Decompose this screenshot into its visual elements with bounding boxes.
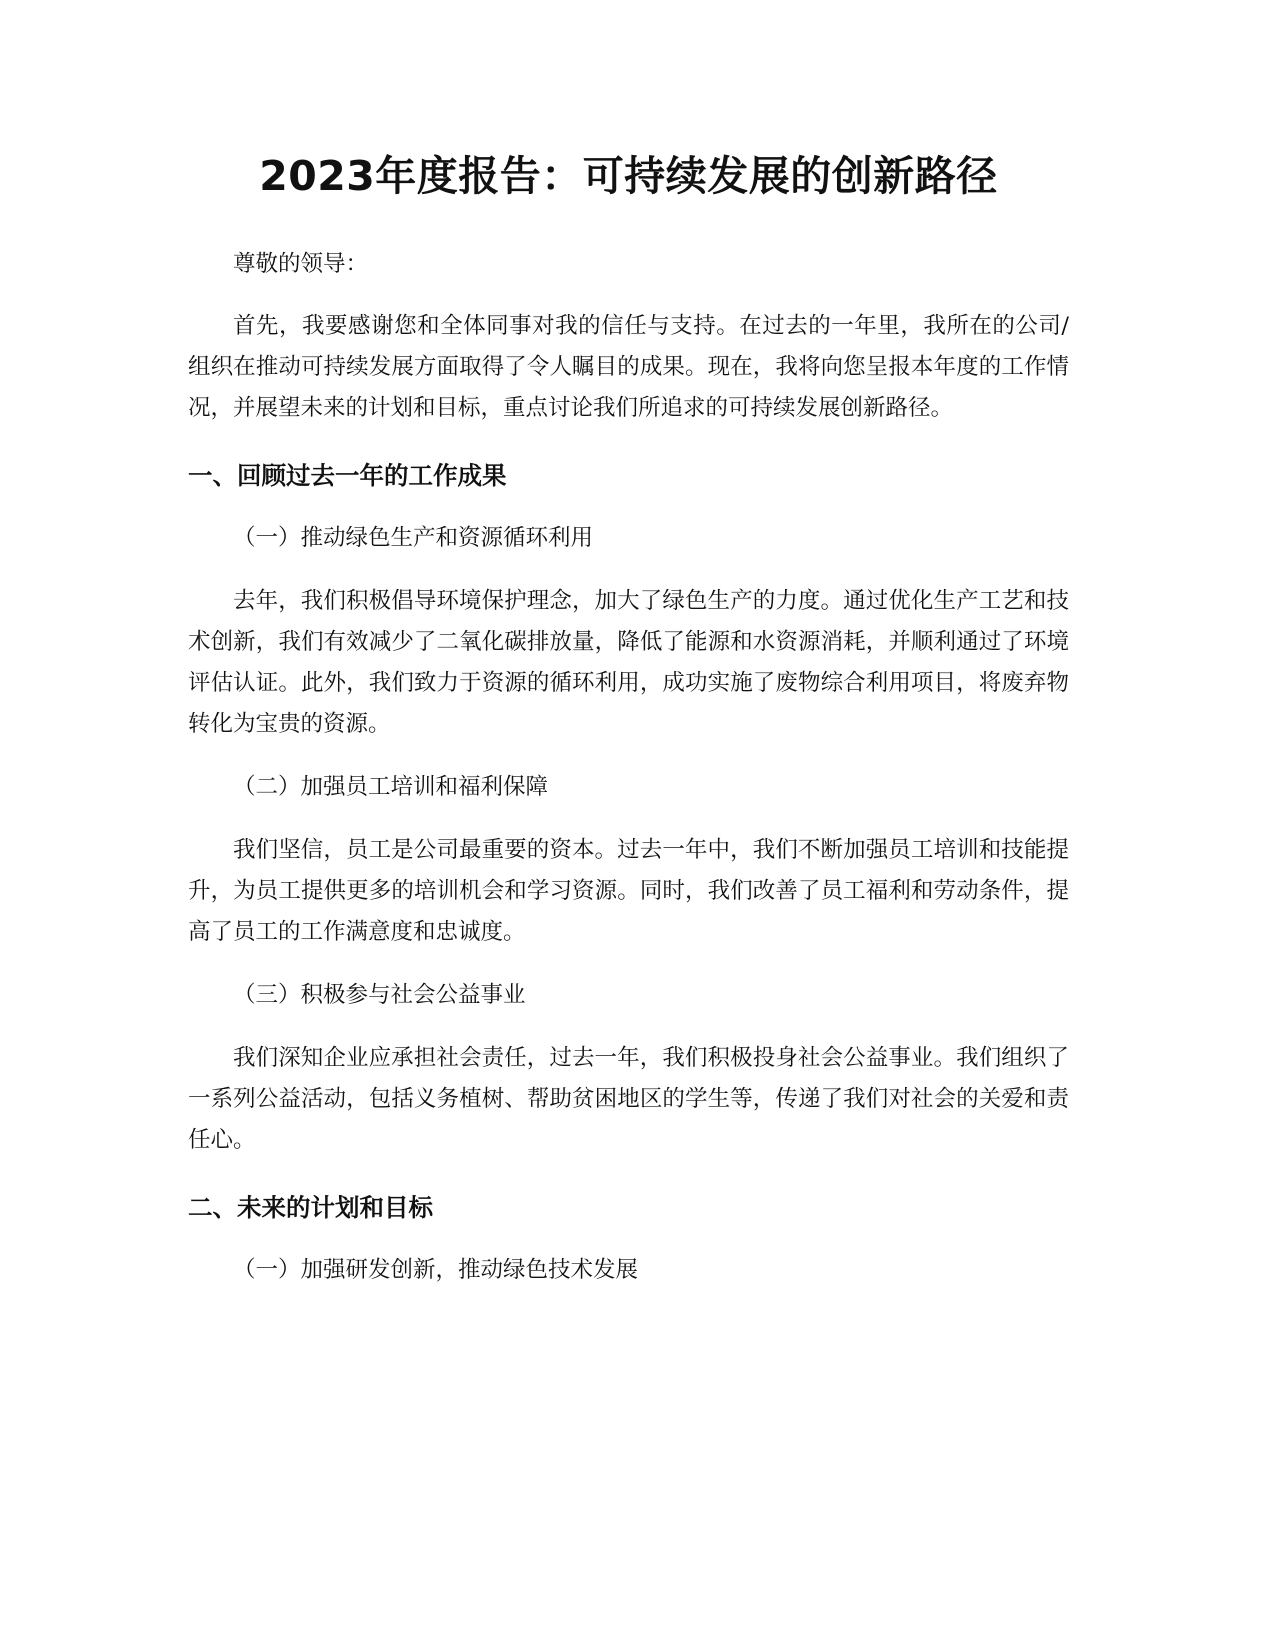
subsection-heading-green-production: （一）推动绿色生产和资源循环利用 (233, 525, 594, 551)
subsection-heading-rd-innovation: （一）加强研发创新，推动绿色技术发展 (233, 1257, 639, 1283)
subsection-heading-employee-training: （二）加强员工培训和福利保障 (233, 774, 549, 800)
document-title: 2023年度报告：可持续发展的创新路径 (259, 152, 998, 200)
paragraph-public-welfare: 我们深知企业应承担社会责任，过去一年，我们积极投身社会公益事业。我们组织了一系列公益活动，包括义务植树、帮助贫困地区的学生等，传递了我们对社会的关爱和责任心。 (188, 1045, 1069, 1153)
salutation: 尊敬的领导： (233, 251, 369, 277)
intro-paragraph: 首先，我要感谢您和全体同事对我的信任与支持。在过去的一年里，我所在的公司/组织在推动可持续发展方面取得了令人瞩目的成果。现在，我将向您呈报本年度的工作情况，并展望未来的计划和目标，重点讨论我们所追求的可持续发展创新路径。 (188, 313, 1069, 421)
section-heading-review: 一、回顾过去一年的工作成果 (188, 461, 507, 490)
subsection-heading-public-welfare: （三）积极参与社会公益事业 (233, 982, 526, 1008)
section-heading-future-plans: 二、未来的计划和目标 (188, 1193, 433, 1222)
paragraph-green-production: 去年，我们积极倡导环境保护理念，加大了绿色生产的力度。通过优化生产工艺和技术创新，我们有效减少了二氧化碳排放量，降低了能源和水资源消耗，并顺利通过了环境评估认证。此外，我们致力于资源的循环利用，成功实施了废物综合利用项目，将废弃物转化为宝贵的资源。 (188, 588, 1069, 737)
paragraph-employee-training: 我们坚信，员工是公司最重要的资本。过去一年中，我们不断加强员工培训和技能提升，为员工提供更多的培训机会和学习资源。同时，我们改善了员工福利和劳动条件，提高了员工的工作满意度和忠诚度。 (188, 837, 1069, 945)
